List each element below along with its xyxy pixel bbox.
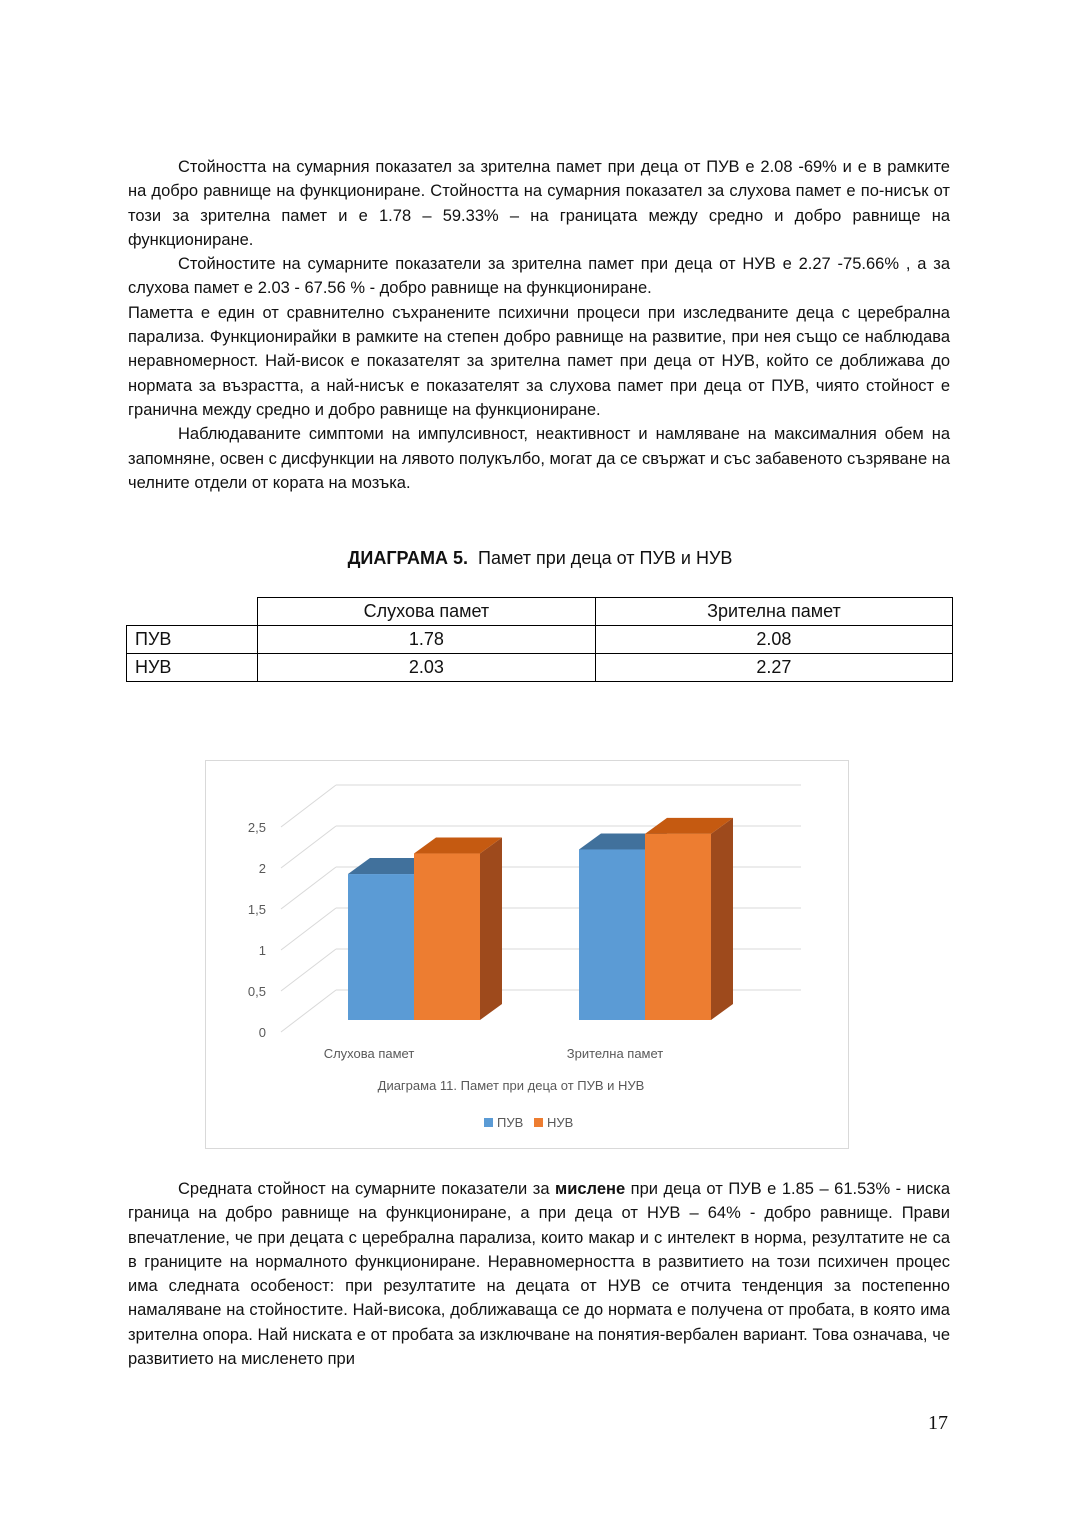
paragraph: Паметта е един от сравнително съхранените психични процеси при изследваните деца с церебрална парализа. Функционирайки в рамките на степен добро равнище на развитие, при нея също се наблюдава неравномерност. Най-висок е показателят за зрителна памет при деца от НУВ, който се доближава до нормата за възрастта, а най-нисък е показателят за слухова памет при деца от ПУВ, чиято стойност е гранична между средно и добро равнище на функциониране. (128, 303, 950, 419)
chart (205, 760, 849, 1149)
caption-label: ДИАГРАМА 5. (347, 548, 468, 568)
gridline-diagonal (281, 949, 336, 991)
row-label: НУВ (127, 654, 258, 682)
y-tick-label: 0 (258, 1025, 266, 1040)
data-table (126, 597, 953, 682)
table-header: Слухова памет (258, 598, 596, 626)
row-label: ПУВ (127, 626, 258, 654)
table-row (127, 626, 953, 654)
gridline-diagonal (281, 826, 336, 868)
table-cell: 2.27 (595, 654, 952, 682)
paragraph-text: при деца от ПУВ е 1.85 – 61.53% - ниска граница на добро равнище на функциониране, а при деца от НУВ – 64% - добро равнище. Прави впечатление, че при децата с церебрална парализа, които макар и с интелект в норма, резултатите не са в границите на нормалното функциониране. Неравномерността в развитието на този психичен процес има следната особеност: при резултатите на децата от НУВ се отчита тенденция за постепенно намаляване на стойностите. Най-висока, доближаваща се до нормата е получена от пробата, в която има зрителна опора. Най ниската е от пробата за изключване на понятия-вербален вариант. Това означава, че развитието на мисленето при (128, 1180, 950, 1369)
chart-title: Диаграма 11. Памет при деца от ПУВ и НУВ (377, 1078, 645, 1093)
legend-swatch (484, 1118, 493, 1127)
y-tick-label: 1,5 (247, 902, 266, 917)
table-cell: 2.03 (258, 654, 596, 682)
legend-swatch (534, 1118, 543, 1127)
chart-svg (206, 761, 848, 1148)
table-row (127, 654, 953, 682)
table-cell: 1.78 (258, 626, 596, 654)
y-tick-label: 0,5 (247, 984, 266, 999)
paragraph: Наблюдаваните симптоми на импулсивност, неактивност и намляване на максималния обем на запомняне, освен с дисфункции на лявото полукълбо, могат да се свържат и със забавеното съзряване на челните отдели от кората на мозъка. (128, 425, 950, 492)
bar-ПУВ (579, 849, 645, 1020)
bold-term: мислене (555, 1180, 626, 1198)
caption-text: Памет при деца от ПУВ и НУВ (478, 548, 733, 568)
text-block-bottom (128, 1177, 950, 1371)
gridline-diagonal (281, 908, 336, 950)
bar-ПУВ (348, 874, 414, 1020)
gridline-diagonal (281, 990, 336, 1032)
table-header: Зрителна памет (595, 598, 952, 626)
y-tick-label: 2 (258, 861, 266, 876)
bar-НУВ (645, 834, 711, 1020)
bar-НУВ (414, 854, 480, 1020)
legend-label: НУВ (547, 1115, 574, 1130)
table-header-row (127, 598, 953, 626)
paragraph: Стойностите на сумарните показатели за зрителна памет при деца от НУВ е 2.27 -75.66% , а за слухова памет е 2.03 - 67.56 % - добро равнище на функциониране. (128, 255, 950, 298)
bar-side (480, 838, 502, 1020)
paragraph (128, 1177, 950, 1371)
page-number: 17 (928, 1412, 948, 1434)
text-block-top (128, 155, 950, 495)
gridline-diagonal (281, 867, 336, 909)
legend-label: ПУВ (497, 1115, 524, 1130)
diagram-caption (0, 548, 1080, 569)
table-cell: 2.08 (595, 626, 952, 654)
y-tick-label: 2,5 (247, 820, 266, 835)
x-tick-label: Слухова памет (323, 1046, 415, 1061)
paragraph: Стойността на сумарния показател за зрителна памет при деца от ПУВ е 2.08 -69% и е в рамките на добро равнище на функциониране. Стойността на сумарния показател за слухова памет е по-нисък от този за зрителна памет и е 1.78 – 59.33% – на границата между средно и добро равнище на функциониране. (128, 158, 950, 249)
gridline-diagonal (281, 785, 336, 827)
bar-side (711, 818, 733, 1020)
x-tick-label: Зрителна памет (566, 1046, 664, 1061)
paragraph-text: Средната стойност на сумарните показатели за (178, 1180, 556, 1198)
y-tick-label: 1 (258, 943, 266, 958)
